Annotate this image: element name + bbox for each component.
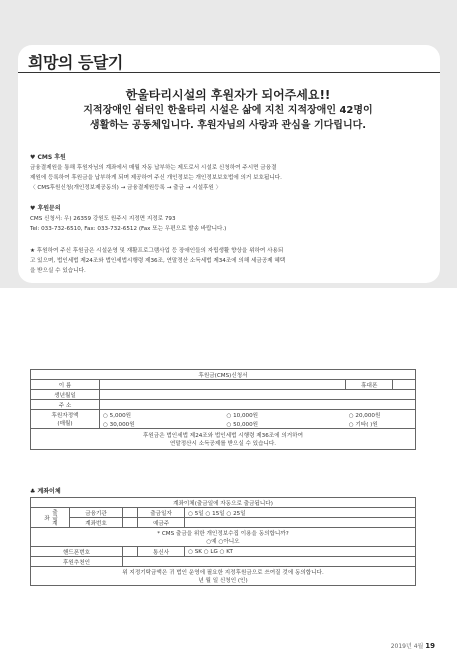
date-label: 출금일자 bbox=[138, 508, 185, 518]
phone-number-input[interactable] bbox=[123, 547, 138, 557]
transfer-form bbox=[30, 497, 416, 586]
address-label: 주 소 bbox=[31, 400, 100, 410]
amount-other[interactable]: ○ 기타( )원 bbox=[346, 419, 416, 429]
account-input[interactable] bbox=[123, 518, 138, 528]
bank-input[interactable] bbox=[123, 508, 138, 518]
note-line-3: 을 받으실 수 있습니다. bbox=[30, 268, 86, 274]
hero-line-1: 지적장애인 쉼터인 한울타리 시설은 삶에 지친 지적장애인 42명이 bbox=[83, 105, 373, 116]
hero-title: 한울타리시설의 후원자가 되어주세요!! bbox=[125, 88, 331, 102]
inquiry-tel: Tel: 033-732-6510, Fax: 033-732-6512 (Fax 또는 우편으로 발송 바랍니다.) bbox=[30, 226, 227, 232]
amount-5000[interactable]: ○ 5,000원 bbox=[100, 410, 224, 420]
divider bbox=[18, 72, 440, 73]
cms-title: ♥ CMS 후원 bbox=[30, 154, 66, 161]
cms-section bbox=[30, 153, 432, 193]
phone-number-label: 핸드폰번호 bbox=[31, 547, 123, 557]
hero bbox=[40, 87, 416, 133]
sponsor-label: 후원추천인 bbox=[31, 557, 123, 567]
cms-form bbox=[30, 369, 416, 450]
page-number: 19 bbox=[425, 642, 435, 650]
address-input[interactable] bbox=[100, 400, 416, 410]
date-options[interactable]: ○ 5일 ○ 15일 ○ 25일 bbox=[185, 508, 416, 518]
page-title: 희망의 등달기 bbox=[28, 53, 123, 72]
amount-label: 후원자정액 (매월) bbox=[31, 410, 100, 429]
bank-label: 금융기관 bbox=[70, 508, 123, 518]
name-input[interactable] bbox=[100, 380, 346, 390]
amount-10000[interactable]: ○ 10,000원 bbox=[223, 410, 345, 420]
depositor-input[interactable] bbox=[185, 518, 416, 528]
birth-input[interactable] bbox=[100, 390, 416, 400]
cms-line-3: 〈 CMS후원신청(개인정보제공동의) → 금융결제원등록 → 출금 → 시설후원 〉 bbox=[30, 185, 222, 191]
note-line-1: ★ 후원하여 주신 후원금은 시설운영 및 재활프로그램사업 등 장애인들의 자립생활 향상을 위하여 사용되 bbox=[30, 248, 284, 254]
phone-label: 휴대폰 bbox=[346, 380, 393, 390]
cms-line-1: 금융결제원을 통해 후원자님의 계좌에서 매월 자동 납부하는 제도로서 시설로 신청하여 주시면 금융결 bbox=[30, 165, 277, 171]
birth-label: 생년월일 bbox=[31, 390, 100, 400]
depositor-label: 예금주 bbox=[138, 518, 185, 528]
amount-30000[interactable]: ○ 30,000원 bbox=[100, 419, 224, 429]
sponsor-input[interactable] bbox=[123, 557, 416, 567]
form-area bbox=[0, 288, 457, 672]
agreement: 위 지정기탁금액은 귀 법인 운영에 필요한 지정후원금으로 쓰여질 것에 동의합니다. 년 월 일 신청인 (인) bbox=[31, 567, 416, 586]
tax-note bbox=[30, 246, 432, 276]
amount-20000[interactable]: ○ 20,000원 bbox=[346, 410, 416, 420]
transfer-section-title: ♣ 계좌이체 bbox=[30, 488, 61, 495]
inquiry-section bbox=[30, 204, 432, 234]
inquiry-addr: CMS 신청서: 우) 26359 강원도 원주시 지정면 지정로 793 bbox=[30, 216, 176, 222]
carrier-label: 통신사 bbox=[138, 547, 185, 557]
cms-line-2: 제원에 등록하여 후원금을 납부하게 되며 제공하여 주신 개인정보는 개인정보보호법에 의거 보호됩니다. bbox=[30, 175, 282, 181]
form1-title: 후원금(CMS)신청서 bbox=[31, 370, 416, 380]
tax-info: 후원금은 법인세법 제24조와 법인세법 시행령 제36조에 의거하여 연말정산시 소득공제를 받으실 수 있습니다. bbox=[31, 429, 416, 450]
account-side-label: 출금계좌 bbox=[31, 508, 70, 528]
inquiry-title: ♥ 후원문의 bbox=[30, 205, 61, 212]
amount-50000[interactable]: ○ 50,000원 bbox=[223, 419, 345, 429]
carrier-options[interactable]: ○ SK ○ LG ○ KT bbox=[185, 547, 416, 557]
hero-line-2: 생활하는 공동체입니다. 후원자님의 사랑과 관심을 기다립니다. bbox=[89, 120, 367, 131]
page-footer: 2019년 4월 19 bbox=[390, 642, 435, 650]
note-line-2: 고 있으며, 법인세법 제24조와 법인세법시행령 제36조, 연말정산 소득세법 제34조에 의해 세금공제 혜택 bbox=[30, 258, 286, 264]
account-label: 계좌번호 bbox=[70, 518, 123, 528]
consent[interactable]: * CMS 출금을 위한 개인정보수집 이용을 동의합니까? ○예 ○아니오 bbox=[31, 528, 416, 547]
name-label: 이 름 bbox=[31, 380, 100, 390]
form2-header: 계좌이체(출금일에 자동으로 출금됩니다) bbox=[31, 498, 416, 508]
phone-input[interactable] bbox=[393, 380, 416, 390]
